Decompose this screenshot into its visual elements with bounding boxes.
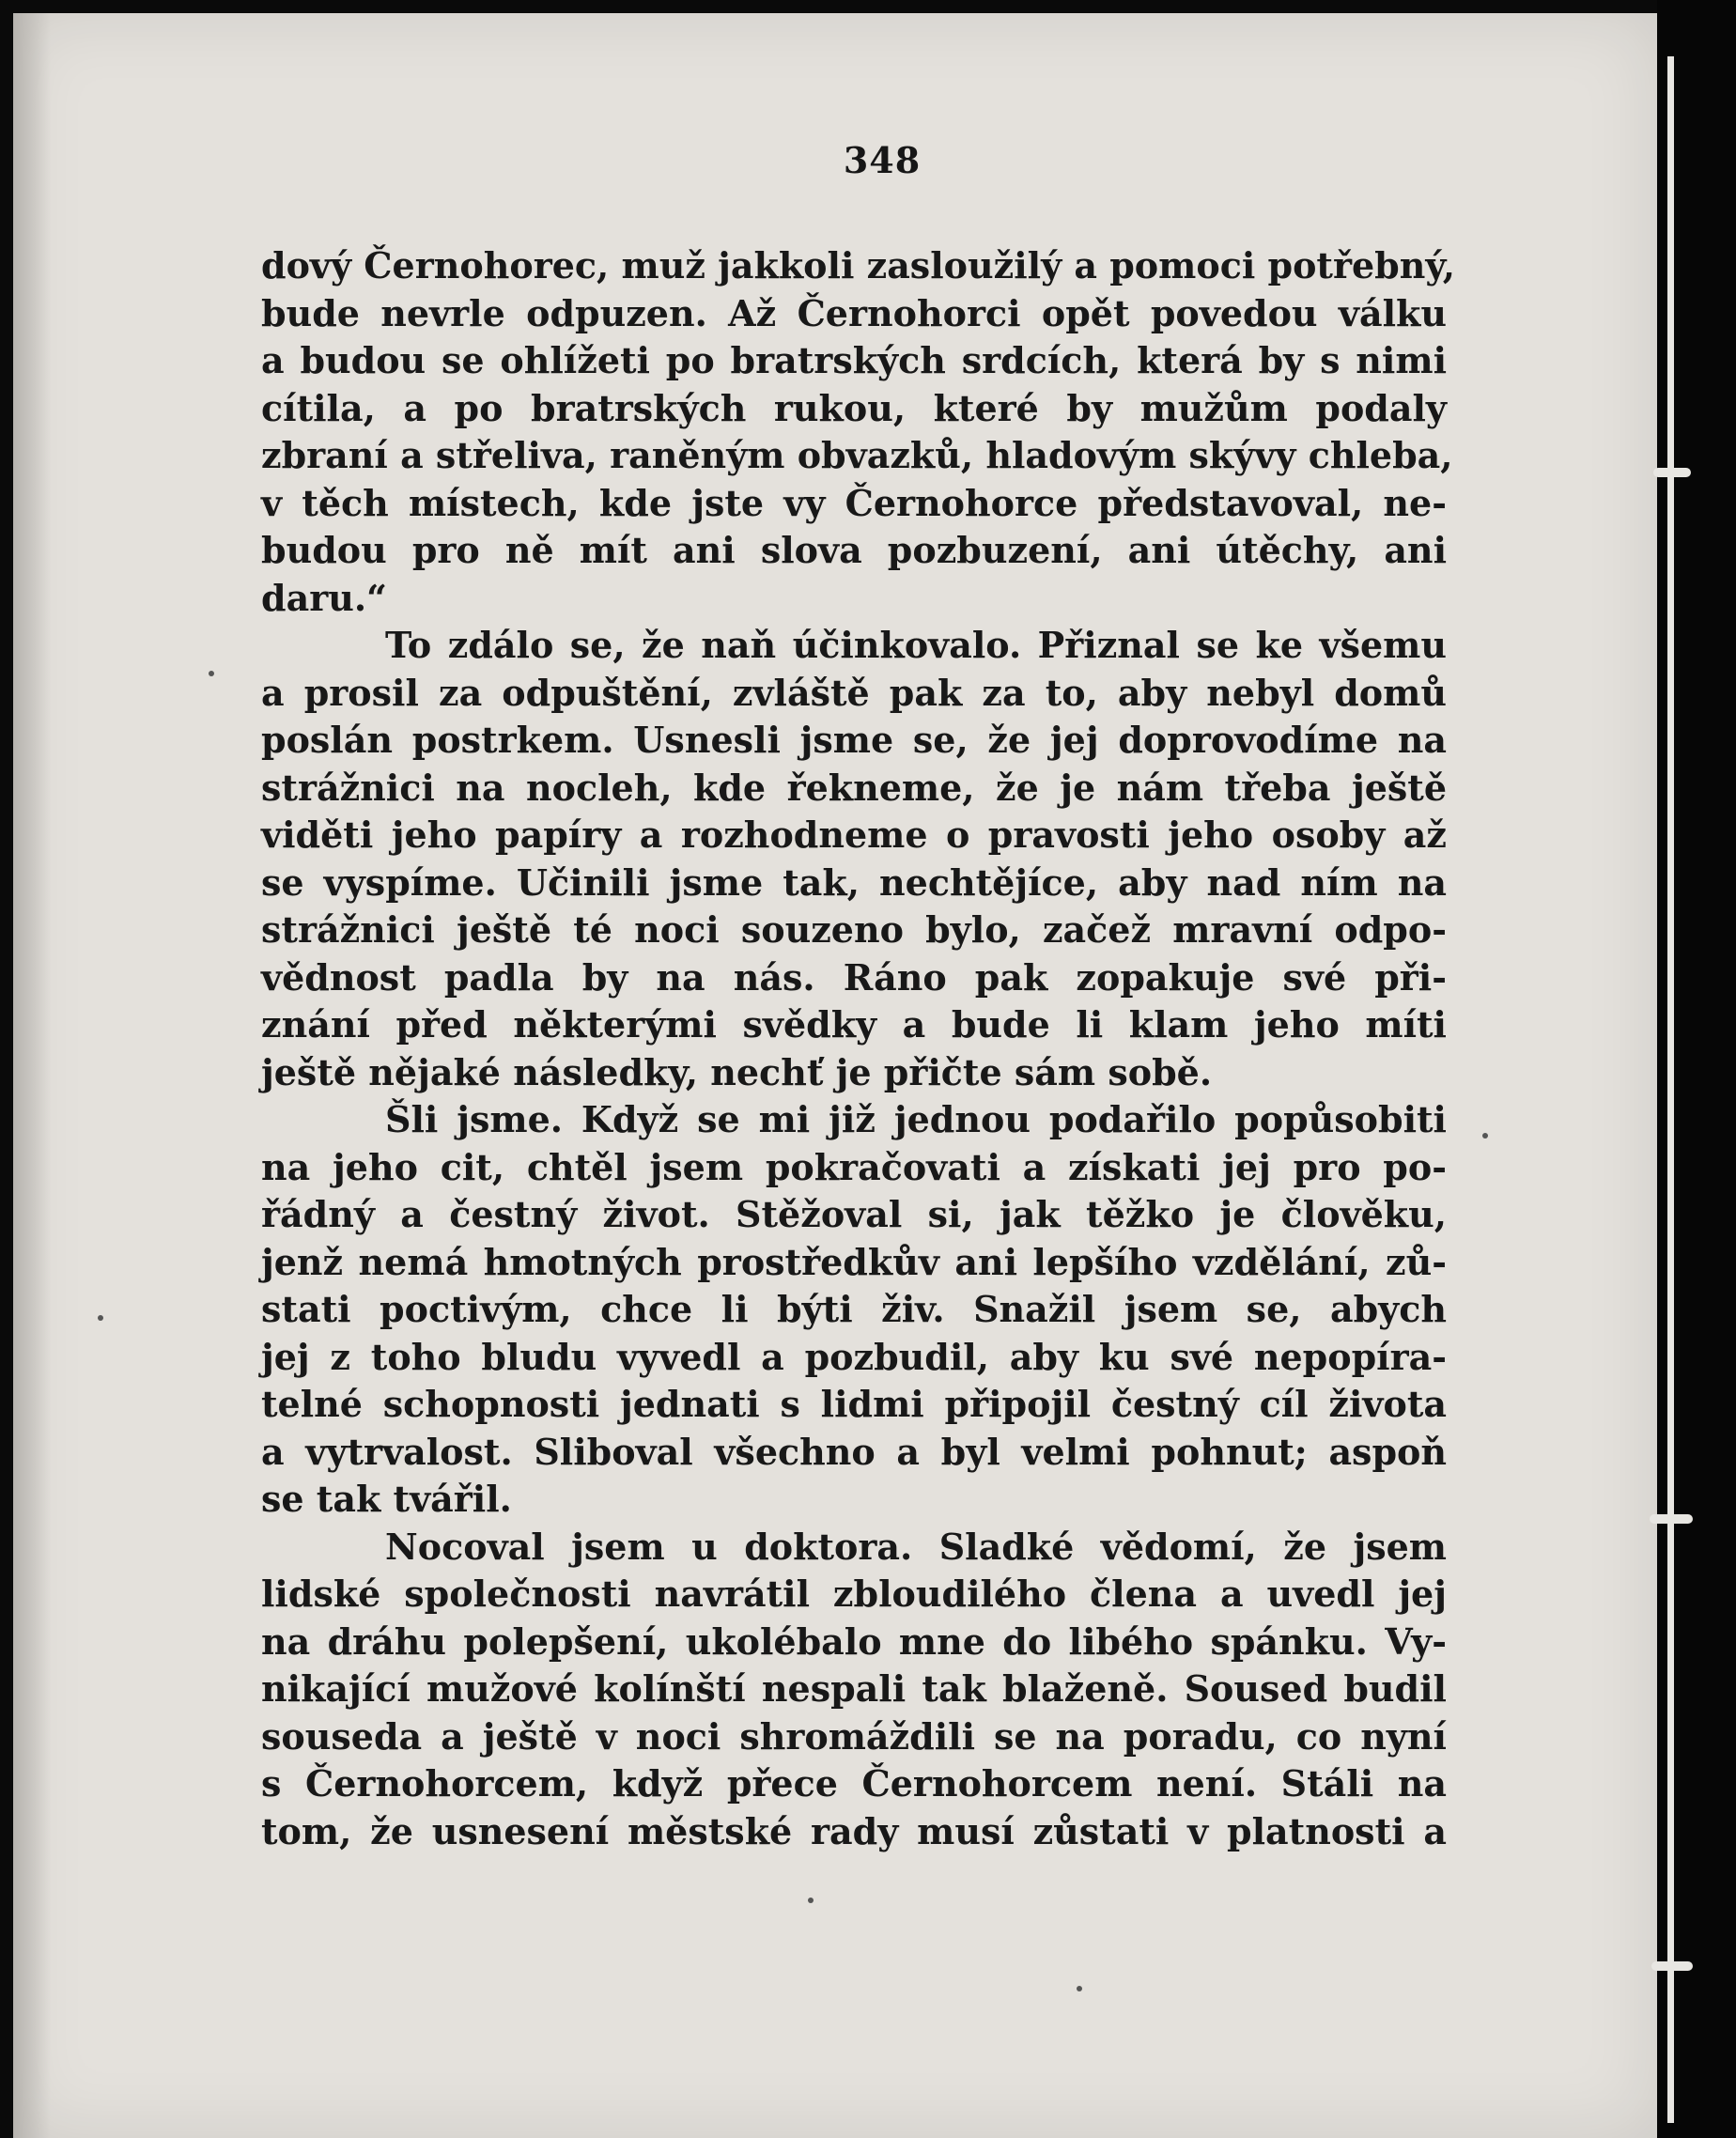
text-line: na dráhu polepšení, ukolébalo mne do libého spánku. Vy-	[261, 1619, 1447, 1663]
binding-stitch	[1653, 468, 1691, 477]
text-line: řádný a čestný život. Stěžoval si, jak těžko je člověku,	[261, 1193, 1447, 1235]
text-line: se tak tvářil.	[261, 1478, 512, 1520]
text-line: Šli jsme. Když se mi již jednou podařilo popůsobiti	[385, 1098, 1447, 1140]
text-line: vědnost padla by na nás. Ráno pak zopakuje své při-	[261, 955, 1447, 999]
text-line: zbraní a střeliva, raněným obvazků, hladovým skývy chleba,	[261, 434, 1453, 476]
text-line: viděti jeho papíry a rozhodneme o pravosti jeho osoby až	[261, 813, 1447, 856]
text-line: telné schopnosti jednati s lidmi připojil čestný cíl života	[261, 1383, 1447, 1425]
text-line: jej z toho bludu vyvedl a pozbudil, aby ku své nepopíra-	[261, 1335, 1447, 1378]
binding-stitch	[1651, 1961, 1693, 1971]
paper-speck	[1482, 1133, 1488, 1139]
text-line: znání před některými svědky a bude li klam jeho míti	[261, 1003, 1447, 1046]
paper-speck	[98, 1315, 103, 1321]
text-line: ještě nějaké následky, nechť je přičte sám sobě.	[261, 1050, 1213, 1093]
text-line: strážnici na nocleh, kde řekneme, že je nám třeba ještě	[261, 766, 1447, 809]
binding-thread	[1667, 56, 1674, 2123]
paper-speck	[209, 671, 214, 676]
text-line: souseda a ještě v noci shromáždili se na poradu, co nyní	[261, 1714, 1447, 1758]
text-line: na jeho cit, chtěl jsem pokračovati a získati jej pro po-	[261, 1145, 1447, 1188]
paper-speck	[808, 1898, 814, 1903]
text-line: cítila, a po bratrských rukou, které by mužům podaly	[261, 386, 1447, 429]
text-line: s Černohorcem, když přece Černohorcem není. Stáli na	[261, 1762, 1447, 1805]
text-line: v těch místech, kde jste vy Černohorce představoval, ne-	[261, 481, 1447, 524]
text-line: a vytrvalost. Sliboval všechno a byl velmi pohnut; aspoň	[261, 1430, 1447, 1473]
text-line: dový Černohorec, muž jakkoli zasloužilý a pomoci potřebný,	[261, 244, 1456, 287]
text-line: a prosil za odpuštění, zvláště pak za to, aby nebyl domů	[261, 671, 1447, 714]
body-text	[261, 242, 1456, 1855]
text-line: jenž nemá hmotných prostředkův ani lepšího vzdělání, zů-	[261, 1240, 1447, 1283]
text-line: poslán postrkem. Usnesli jsme se, že jej doprovodíme na	[261, 719, 1447, 761]
text-line: nikající mužové kolínští nespali tak blaženě. Soused budil	[261, 1667, 1447, 1710]
binding-stitch	[1650, 1514, 1693, 1524]
paper-speck	[1077, 1986, 1082, 1991]
text-line: lidské společnosti navrátil zbloudilého člena a uvedl jej	[261, 1573, 1447, 1615]
text-line: stati poctivým, chce li býti živ. Snažil jsem se, abych	[261, 1288, 1447, 1330]
text-line: Nocoval jsem u doktora. Sladké vědomí, že jsem	[385, 1525, 1447, 1568]
text-line: bude nevrle odpuzen. Až Černohorci opět povedou válku	[261, 291, 1447, 334]
text-line: a budou se ohlížeti po bratrských srdcích, která by s nimi	[261, 339, 1447, 381]
text-line: tom, že usnesení městské rady musí zůstati v platnosti a	[261, 1809, 1447, 1852]
page-number: 348	[843, 139, 922, 181]
text-line: se vyspíme. Učinili jsme tak, nechtějíce, aby nad ním na	[261, 860, 1447, 904]
text-line: budou pro ně mít ani slova pozbuzení, ani útěchy, ani	[261, 529, 1447, 571]
text-line: To zdálo se, že naň účinkovalo. Přiznal se ke všemu	[385, 624, 1447, 666]
text-line: daru.“	[261, 576, 387, 619]
text-line: strážnici ještě té noci souzeno bylo, začež mravní odpo-	[261, 908, 1447, 951]
